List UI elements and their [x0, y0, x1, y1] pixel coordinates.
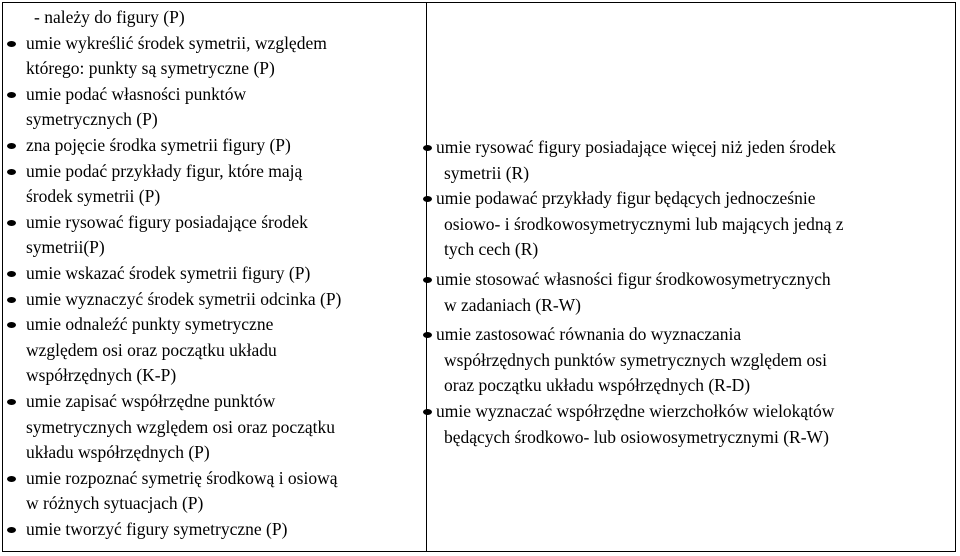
list-item-line: symetrii (R): [444, 162, 530, 183]
list-item: [6, 82, 416, 133]
bullet-icon: [423, 196, 432, 202]
list-item-line: którego: punkty są symetryczne (P): [26, 58, 275, 79]
bullet-icon: [7, 297, 16, 303]
list-item-line: umie wskazać środek symetrii figury (P): [26, 262, 311, 283]
list-item: [436, 399, 952, 450]
list-item-line: symetrycznych względem osi oraz początku: [26, 416, 336, 437]
left-column: [6, 5, 416, 542]
list-item: [6, 133, 416, 159]
list-item: [6, 210, 416, 261]
list-item: [6, 5, 416, 31]
list-item-line: umie podawać przykłady figur będących jednocześnie: [436, 188, 816, 209]
table-border-right: [955, 2, 956, 552]
list-item: [436, 135, 952, 186]
list-item-line: umie zastosować równania do wyznaczania: [436, 324, 742, 345]
bullet-icon: [423, 409, 432, 415]
list-item: [6, 31, 416, 82]
list-item: [6, 159, 416, 210]
list-item-line: w zadaniach (R-W): [444, 294, 582, 315]
list-item-line: umie wyznaczać współrzędne wierzchołków wielokątów: [436, 400, 835, 421]
bullet-icon: [423, 277, 432, 283]
list-item-line: symetrii(P): [26, 237, 105, 258]
list-item-line: umie stosować własności figur środkowosymetrycznych: [436, 268, 831, 289]
right-column: [436, 135, 952, 450]
list-item: [6, 466, 416, 517]
bullet-icon: [7, 41, 16, 47]
list-item-line: symetrycznych (P): [26, 109, 158, 130]
bullet-icon: [7, 322, 16, 328]
list-item-line: umie zapisać współrzędne punktów: [26, 390, 276, 411]
list-item-line: umie odnaleźć punkty symetryczne: [26, 314, 274, 335]
list-item: [436, 322, 952, 399]
list-item: [436, 186, 952, 263]
bullet-icon: [7, 92, 16, 98]
list-item-line: tych cech (R): [444, 239, 539, 260]
list-item-line: współrzędnych punktów symetrycznych względem osi: [444, 349, 827, 370]
bullet-icon: [7, 476, 16, 482]
list-item: [6, 287, 416, 313]
list-item-line: zna pojęcie środka symetrii figury (P): [26, 134, 291, 155]
list-item-line: będących środkowo- lub osiowosymetrycznymi (R-W): [444, 426, 829, 447]
list-item-line: względem osi oraz początku układu: [26, 339, 277, 360]
bullet-icon: [7, 143, 16, 149]
bullet-icon: [7, 169, 16, 175]
list-item-line: umie tworzyć figury symetryczne (P): [26, 518, 288, 539]
list-item-line: - należy do figury (P): [34, 7, 185, 27]
criteria-table: [2, 2, 956, 552]
bullet-icon: [7, 399, 16, 405]
list-item-line: umie rozpoznać symetrię środkową i osiową: [26, 467, 338, 488]
list-item: [6, 389, 416, 466]
list-item-line: umie rysować figury posiadające środek: [26, 211, 308, 232]
list-item-line: współrzędnych (K-P): [26, 365, 177, 386]
list-item-line: osiowo- i środkowosymetrycznymi lub mających jedną z: [444, 213, 844, 234]
list-item: [436, 267, 952, 318]
bullet-icon: [7, 220, 16, 226]
list-item: [6, 517, 416, 543]
bullet-icon: [7, 271, 16, 277]
list-item-line: w różnych sytuacjach (P): [26, 493, 204, 514]
table-border-top: [2, 2, 956, 3]
list-item-line: układu współrzędnych (P): [26, 442, 210, 463]
bullet-icon: [7, 527, 16, 533]
list-item: [6, 261, 416, 287]
list-item-line: umie podać przykłady figur, które mają: [26, 160, 303, 181]
table-border-left: [2, 2, 3, 552]
bullet-icon: [423, 332, 432, 338]
list-item-line: umie podać własności punktów: [26, 83, 247, 104]
list-item-line: umie wykreślić środek symetrii, względem: [26, 32, 327, 53]
list-item-line: środek symetrii (P): [26, 186, 161, 207]
bullet-icon: [423, 145, 432, 151]
table-border-bottom: [2, 551, 956, 552]
list-item-line: oraz początku układu współrzędnych (R-D): [444, 375, 751, 396]
list-item: [6, 312, 416, 389]
list-item-line: umie wyznaczyć środek symetrii odcinka (P): [26, 288, 342, 309]
list-item-line: umie rysować figury posiadające więcej niż jeden środek: [436, 137, 836, 157]
